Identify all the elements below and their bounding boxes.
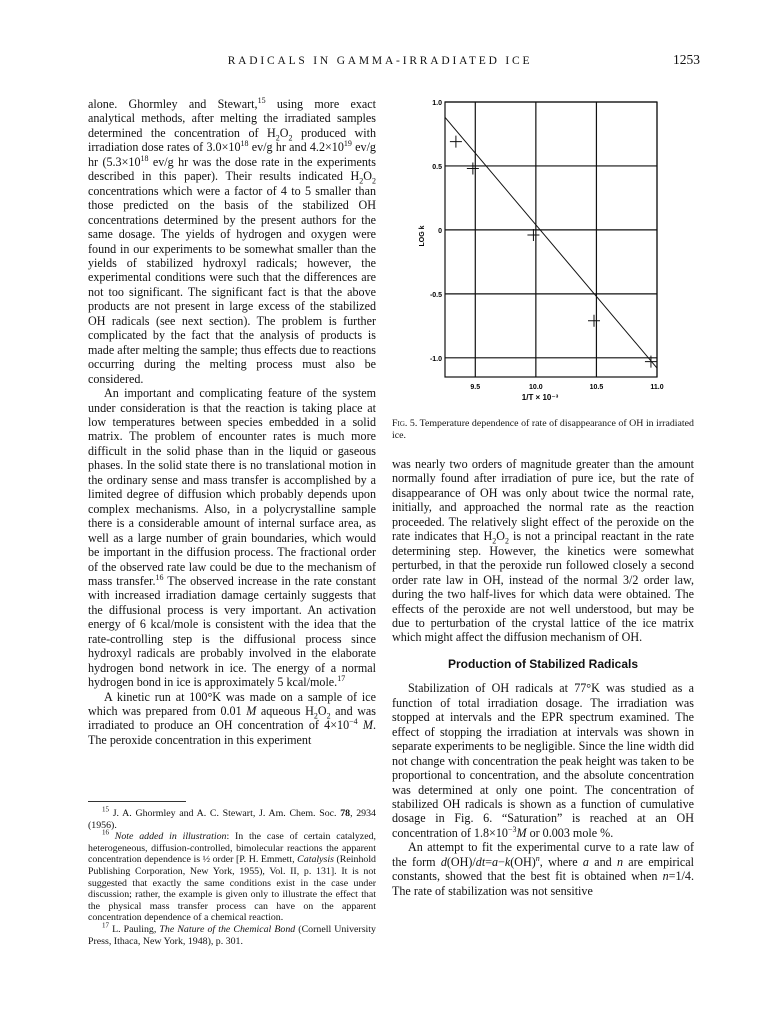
running-title: RADICALS IN GAMMA-IRRADIATED ICE (227, 55, 533, 67)
paragraph: A kinetic run at 100°K was made on a sample of ice which was prepared from 0.01 M aqueous $H_2O_2$ and was irradiated to produce an OH concentration of $4\times 10^{-4}$ M. The peroxide concentration in this experiment (88, 689, 377, 747)
x-tick-label: 10.5 (589, 384, 604, 391)
data-point (588, 315, 600, 327)
footnotes (88, 805, 376, 947)
section-heading: Production of Stabilized Radicals (447, 656, 639, 671)
paragraph: An attempt to fit the experimental curve to a rate law of the form d(OH)/dt=a−k(OH)$^n$, where a and n are empirical constants, showed that the best fit is obtained when n=1/4. The rate of stabilization was not sensitive (392, 840, 694, 898)
log-k-chart (400, 84, 700, 414)
caption-text: Temperature dependence of rate of disappearance of OH in irradiated ice. (392, 418, 694, 441)
footnote-17: $^{17}$ L. Pauling, The Nature of the Chemical Bond (Cornell University Press, Ithaca, New York, 1948), p. 301. (88, 921, 376, 947)
x-tick-label: 9.5 (470, 384, 481, 391)
x-tick-label: 10.0 (529, 384, 543, 391)
paragraph: was nearly two orders of magnitude greater than the amount normally found after irradiation of pure ice, but the rate of disappearance of OH was only about twice the normal rate, initially, and approached the normal rate as the reaction proceeded. The relatively slight effect of the peroxide on the rate indicates that $H_2O_2$ is not a principal reactant in the rate determining step. However, the kinetics were somewhat perturbed, in that the peroxide run followed closely a second order rate law in OH, instead of the normal 3/2 order law, during the two half-lives for which data were obtained. The effects of the peroxide are not well understood, but may be due to perturbation of the crystal lattice of the ice matrix which might affect the diffusion mechanism of OH. (392, 457, 694, 645)
y-tick-label: 0.5 (432, 163, 442, 171)
figure-caption (392, 418, 694, 441)
x-axis-label: 1/T × 10⁻³ (521, 393, 559, 402)
y-tick-label: -1.0 (429, 355, 442, 363)
paragraph: alone. Ghormley and Stewart,$^{15}$ using more exact analytical methods, after melting the irradiated samples determined the concentration of $H_2O_2$ produced with irradiation dose rates of $3.0\times 10^{18}$ ev/g hr and $4.2\times 10^{19}$ ev/g hr ($5.3\times 10^{18}$ ev/g hr was the dose rate in the experiments described in this paper). Their results indicated $H_2O_2$ concentrations which were a factor of 4 to 5 smaller than those predicted on the basis of the stabilized OH concentrations determined by the present authors for the same dosage. The yields of hydrogen and oxygen were found in our experiments to be somewhat smaller than the yields of stabilized hydroxyl radicals; however, the experimental conditions were such that the differences are not too significant. The significant fact is that the above products are not present in large excess of the stabilized OH radicals (see next section). The problem is further complicated by the fact that the analysis of products is made after melting the sample; thus effects due to reactions occurring during the melting process must also be considered. (88, 95, 377, 386)
footnote-16: $^{16}$ Note added in illustration: In the case of certain catalyzed, heterogeneous, diffusion-controlled, bimolecular reactions the apparent concentration dependence is ½ order [P. H. Emmett, Catalysis (Reinhold Publishing Corporation, New York, 1955), Vol. II, p. 131]. It is not suggested that exactly the same conditions exist in the case under discussion; rather, the example is given only to illustrate the effect that the physical mass transfer process can have on the apparent concentration dependence of a chemical reaction. (88, 828, 376, 924)
data-point (467, 163, 479, 175)
y-tick-label: -0.5 (429, 291, 442, 299)
paragraph: An important and complicating feature of the system under consideration is that the reaction is taking place at low temperatures between species embedded in a solid matrix. The problem of encounter rates is much more difficult in the solid phase than in the liquid or gaseous phases. In the solid state there is no translational motion in the ordinary sense and mass transfer is accomplished by a limited degree of diffusion which probably depends upon complex mechanisms. Also, in a polycrystalline sample there is a considerable amount of internal surface area, as well as a large number of grain boundaries, which would be important in the diffusion process. The fractional order of the observed rate law could be due to the mechanism of mass transfer.$^{16}$ The observed increase in the rate constant with increased irradiation damage certainly suggests that the diffusional process is very important. An activation energy of 6 kcal/mole is consistent with the idea that the rate-controlling step is the diffusional process since hydroxyl radicals are probably involved in the elaborate hydrogen bond network in ice. The energy of a normal hydrogen bond in ice is approximately 5 kcal/mole.$^{17}$ (88, 386, 376, 690)
paragraph: Stabilization of OH radicals at 77°K was studied as a function of total irradiation dosage. The irradiation was stopped at intervals and the EPR spectrum examined. The effect of stopping the irradiation at intervals was shown in separate experiments to be negligible. Since the line width did not change with concentration the peak height was taken to be proportional to concentration, and the absolute concentration was determined at only one point. The concentration of stabilized OH radicals is shown as a function of cumulative dosage in Fig. 6. “Saturation” is reached at an OH concentration of $1.8\times 10^{-3}M$ or 0.003 mole %. (392, 681, 694, 840)
running-header (0, 52, 768, 72)
y-tick-label: 1.0 (432, 100, 442, 107)
fit-line (445, 117, 657, 368)
figure-5 (400, 84, 700, 464)
caption-label: Fig. 5. (392, 418, 418, 429)
footnote-rule (88, 801, 186, 802)
data-point (527, 229, 539, 241)
y-axis-label: LOG k (419, 225, 426, 247)
right-column (392, 457, 694, 898)
footnote-15: $^{15}$ J. A. Ghormley and A. C. Stewart, J. Am. Chem. Soc. 78, 2934 (1956). (88, 805, 376, 831)
page-number: 1253 (673, 52, 700, 67)
y-tick-label: 0 (438, 227, 442, 235)
x-tick-label: 11.0 (650, 384, 664, 391)
plot-frame (445, 102, 657, 377)
data-point (450, 136, 462, 148)
left-column (88, 97, 376, 747)
